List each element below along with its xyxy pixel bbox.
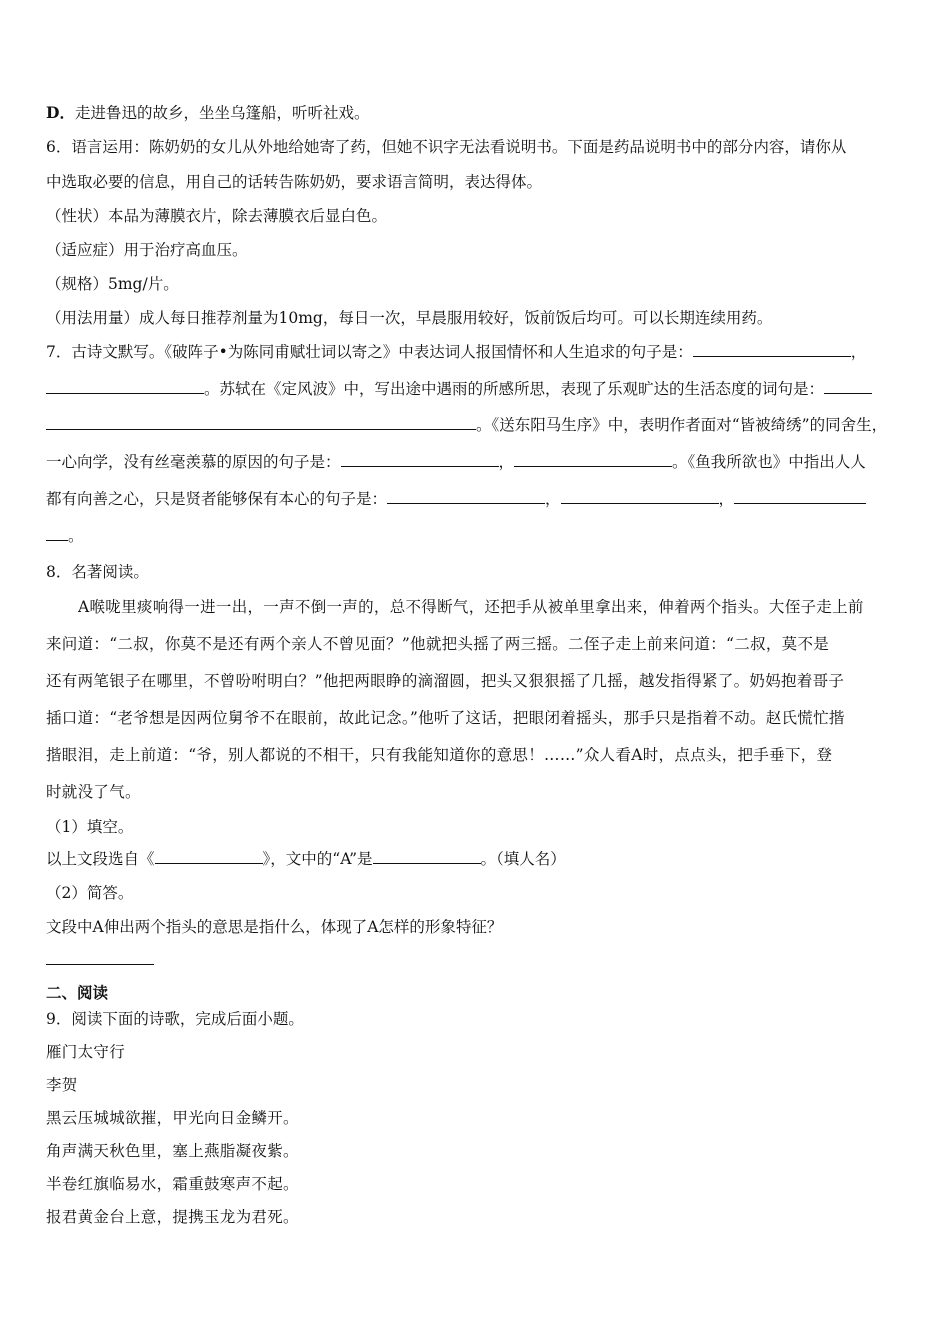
q7-line2-text: 。苏轼在《定风波》中，写出途中遇雨的所感所思，表现了乐观旷达的生活态度的词句是： [204,380,825,398]
q7-blank-7[interactable] [561,488,719,504]
q8-passage-line: 来问道：“二叔，你莫不是还有两个亲人不曾见面？”他就把头摇了两三摇。二侄子走上前来问道：“二叔，莫不是 [46,635,830,653]
section-heading: 二、阅读 [46,983,109,1002]
q6-item-spec: （规格）5mg/片。 [46,275,179,293]
q7-line1 [46,341,866,363]
q8-sub1: （1）填空。 [46,818,134,836]
q8-question: 文段中A伸出两个指头的意思是指什么，体现了A怎样的形象特征？ [46,918,503,936]
poem-line: 半卷红旗临易水，霜重鼓寒声不起。 [46,1175,299,1193]
poem-line: 报君黄金台上意，提携玉龙为君死。 [46,1208,299,1226]
q7-blank-2[interactable] [46,378,204,394]
q7-line5-b: ， [545,490,561,508]
q8-fill-b: 》，文中的“A”是 [262,850,373,868]
q6-item-dosage: （用法用量）成人每日推荐剂量为10mg，每日一次，早晨服用较好，饭前饭后均可。可以长期连续用药。 [46,309,773,327]
q7-line3-text: 。《送东阳马生序》中，表明作者面对“皆被绮绣”的同舍生， [476,416,888,434]
q8-fill-a: 以上文段选自《 [46,850,155,868]
q7-line6 [46,525,84,547]
q6-line1: 6．语言运用：陈奶奶的女儿从外地给她寄了药，但她不识字无法看说明书。下面是药品说明书中的部分内容，请你从 [46,138,847,156]
q8-blank-name[interactable] [373,848,481,864]
q8-passage-line: 还有两笔银子在哪里，不曾吩咐明白？”他把两眼睁的滴溜圆，把头又狠狠摇了几摇，越发指得紧了。奶妈抱着哥子 [46,672,845,690]
q8-answer-line[interactable] [46,964,154,965]
q7-line4-a: 一心向学，没有丝毫羡慕的原因的句子是： [46,453,341,471]
q7-line1-text: 7．古诗文默写。《破阵子•为陈同甫赋壮词以寄之》中表达词人报国情怀和人生追求的句子是： [46,343,693,361]
q8-blank-book[interactable] [155,848,263,864]
option-d-letter: D． [46,103,75,122]
poem-title: 雁门太守行 [46,1043,126,1061]
q6-item-properties: （性状）本品为薄膜衣片，除去薄膜衣后显白色。 [46,207,388,225]
q8-passage-line: 插口道：“老爷想是因两位舅爷不在眼前，故此记念。”他听了这话，把眼闭着摇头，那手只是指着不动。赵氏慌忙揩 [46,709,845,727]
q9-prompt: 9．阅读下面的诗歌，完成后面小题。 [46,1010,304,1028]
q7-blank-3b[interactable] [46,414,476,430]
q8-sub2: （2）简答。 [46,884,134,902]
q7-blank-5[interactable] [514,451,672,467]
q7-line6-end: 。 [68,527,84,545]
q8-passage-line: 时就没了气。 [46,783,141,801]
q7-blank-6[interactable] [387,488,545,504]
q7-line1-end: ， [850,343,867,361]
poem-line: 角声满天秋色里，塞上燕脂凝夜紫。 [46,1142,299,1160]
q8-fill-line [46,848,566,870]
q8-title: 8．名著阅读。 [46,563,149,581]
q7-line4 [46,451,866,473]
q7-blank-4[interactable] [341,451,499,467]
q7-blank-1[interactable] [693,341,851,357]
q8-passage-line: 揩眼泪，走上前道：“爷，别人都说的不相干，只有我能知道你的意思！……”众人看A时，点点头，把手垂下，登 [46,746,833,764]
q7-line5-c: ， [718,490,735,508]
q7-line4-c: 。《鱼我所欲也》中指出人人 [672,453,866,471]
poem-line: 黑云压城城欲摧，甲光向日金鳞开。 [46,1109,299,1127]
q6-line2: 中选取必要的信息，用自己的话转告陈奶奶，要求语言简明，表达得体。 [46,173,543,191]
poem-author: 李贺 [46,1076,78,1094]
option-d [46,102,369,124]
q7-line5 [46,488,866,510]
q7-blank-8b[interactable] [46,525,68,541]
q6-item-indication: （适应症）用于治疗高血压。 [46,241,248,259]
q7-line5-a: 都有向善之心，只是贤者能够保有本心的句子是： [46,490,388,508]
option-d-text: 走进鲁迅的故乡，坐坐乌篷船，听听社戏。 [74,104,370,122]
q7-line4-b: ， [498,453,515,471]
q7-line3 [46,414,887,436]
q8-fill-c: 。（填人名） [480,850,566,868]
q7-line2 [46,378,872,400]
q8-passage-line: A喉咙里痰响得一进一出，一声不倒一声的，总不得断气，还把手从被单里拿出来，伸着两个指头。大侄子走上前 [78,598,864,616]
q7-blank-8a[interactable] [734,488,866,504]
q7-blank-3a[interactable] [824,378,872,394]
